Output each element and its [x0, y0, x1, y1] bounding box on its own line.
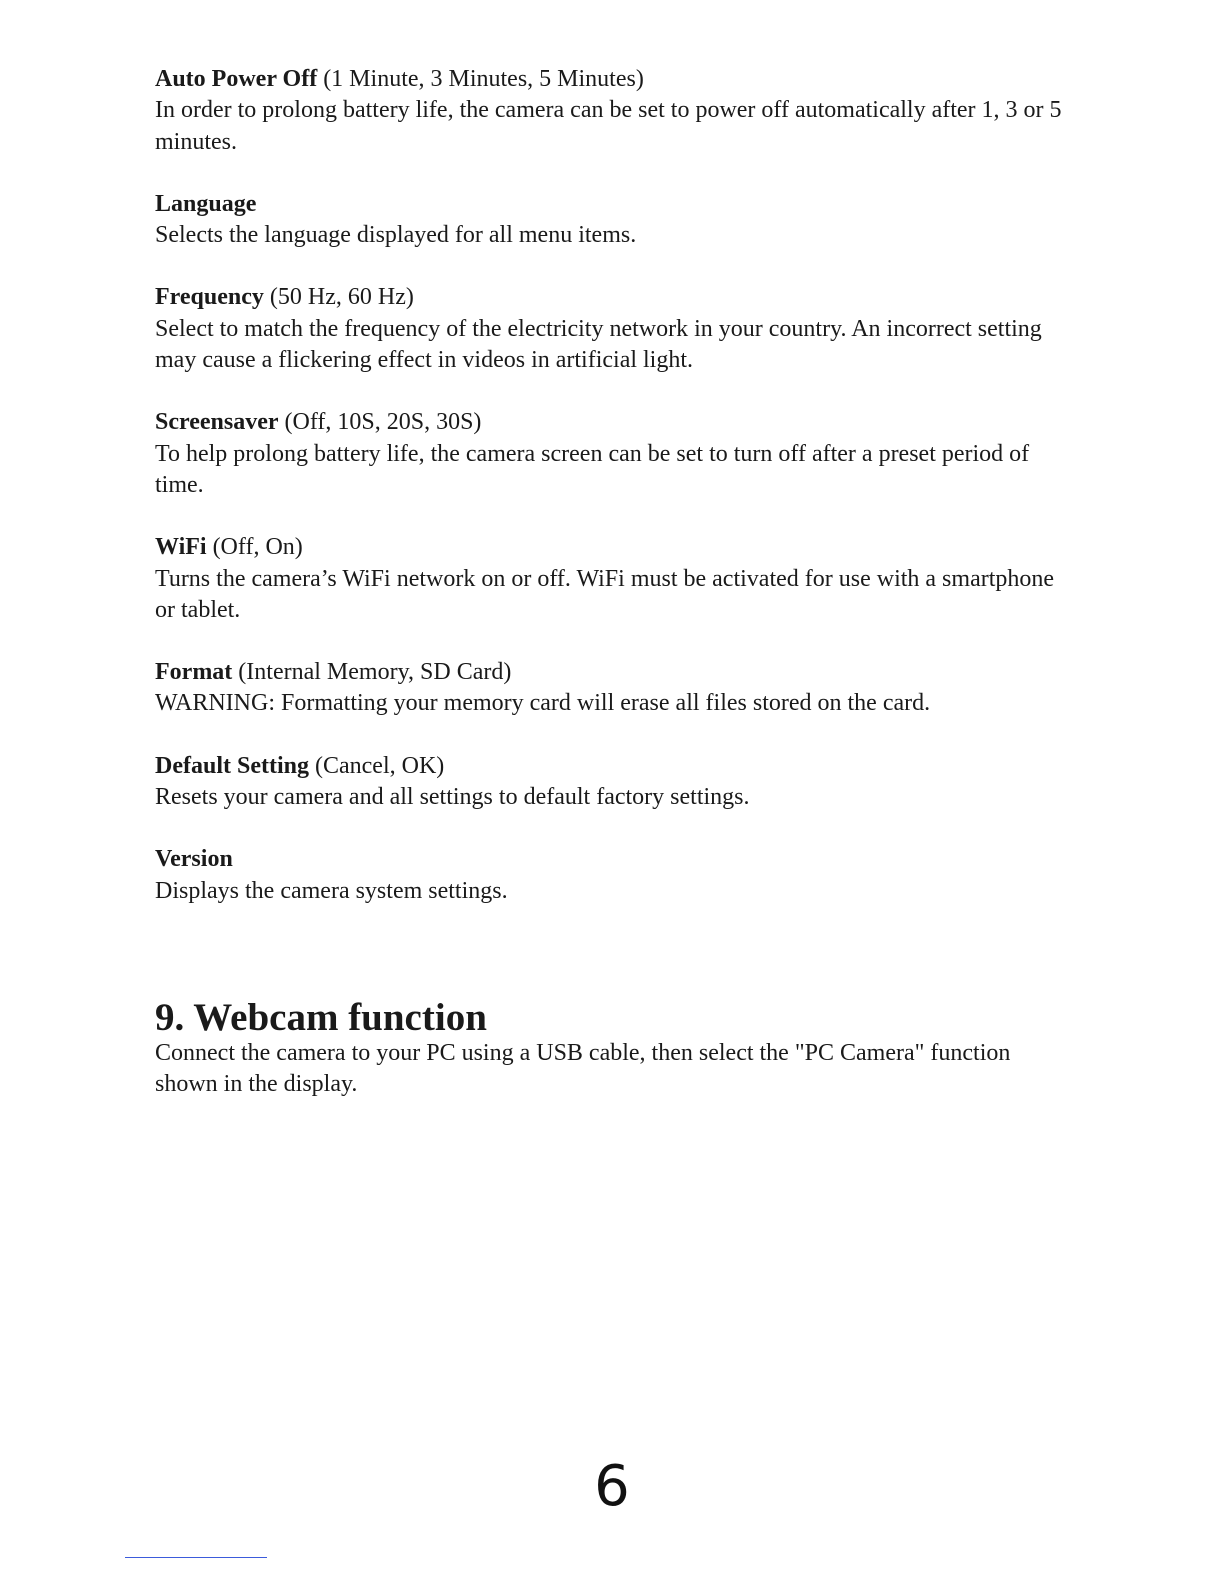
setting-heading	[155, 64, 1065, 95]
setting-name: Format	[155, 659, 233, 686]
setting-name: Auto Power Off	[155, 66, 318, 92]
setting-heading	[155, 282, 1065, 313]
setting-description: Resets your camera and all settings to default factory settings.	[155, 784, 750, 811]
setting-name: WiFi	[155, 534, 207, 561]
setting-heading	[155, 751, 1065, 782]
setting-heading	[155, 407, 1065, 438]
setting-version	[155, 844, 1065, 907]
setting-description: Turns the camera’s WiFi network on or off. WiFi must be activated for use with a smartphone or tablet.	[155, 565, 1055, 623]
setting-description: To help prolong battery life, the camera screen can be set to turn off after a preset period of time.	[155, 440, 1030, 498]
setting-name: Screensaver	[155, 409, 279, 436]
setting-frequency	[155, 282, 1065, 376]
page-number: 6	[594, 1454, 630, 1519]
setting-heading	[155, 657, 1065, 688]
setting-language	[155, 189, 1065, 252]
setting-screensaver	[155, 407, 1065, 501]
setting-heading	[155, 532, 1065, 563]
setting-name: Version	[155, 846, 233, 873]
setting-options: (50 Hz, 60 Hz)	[263, 284, 414, 311]
section-body: Connect the camera to your PC using a USB cable, then select the "PC Camera" function shown in the display.	[155, 1040, 1011, 1098]
section-title: 9. Webcam function	[155, 996, 487, 1039]
setting-options: (Off, 10S, 20S, 30S)	[278, 409, 482, 436]
setting-description: In order to prolong battery life, the camera can be set to power off automatically after 1, 3 or 5 minutes.	[155, 97, 1062, 155]
setting-name: Frequency	[155, 284, 264, 311]
setting-format	[155, 657, 1065, 720]
setting-wifi	[155, 532, 1065, 626]
setting-description: Displays the camera system settings.	[155, 877, 508, 904]
setting-description: Selects the language displayed for all menu items.	[155, 222, 637, 249]
setting-name: Language	[155, 190, 257, 217]
settings-list	[155, 64, 1065, 938]
setting-default-setting	[155, 751, 1065, 814]
setting-heading	[155, 844, 1065, 875]
setting-heading	[155, 189, 1065, 220]
setting-options: (1 Minute, 3 Minutes, 5 Minutes)	[317, 66, 644, 92]
setting-options: (Cancel, OK)	[308, 752, 445, 779]
setting-description: Select to match the frequency of the electricity network in your country. An incorrect setting may cause a flickering effect in videos in artificial light.	[155, 315, 1042, 374]
footer-rule	[125, 1557, 267, 1558]
setting-description: WARNING: Formatting your memory card will erase all files stored on the card.	[155, 690, 931, 717]
setting-name: Default Setting	[155, 752, 309, 779]
setting-options: (Off, On)	[206, 534, 303, 561]
setting-options: (Internal Memory, SD Card)	[232, 659, 512, 686]
setting-auto-power-off	[155, 64, 1065, 158]
